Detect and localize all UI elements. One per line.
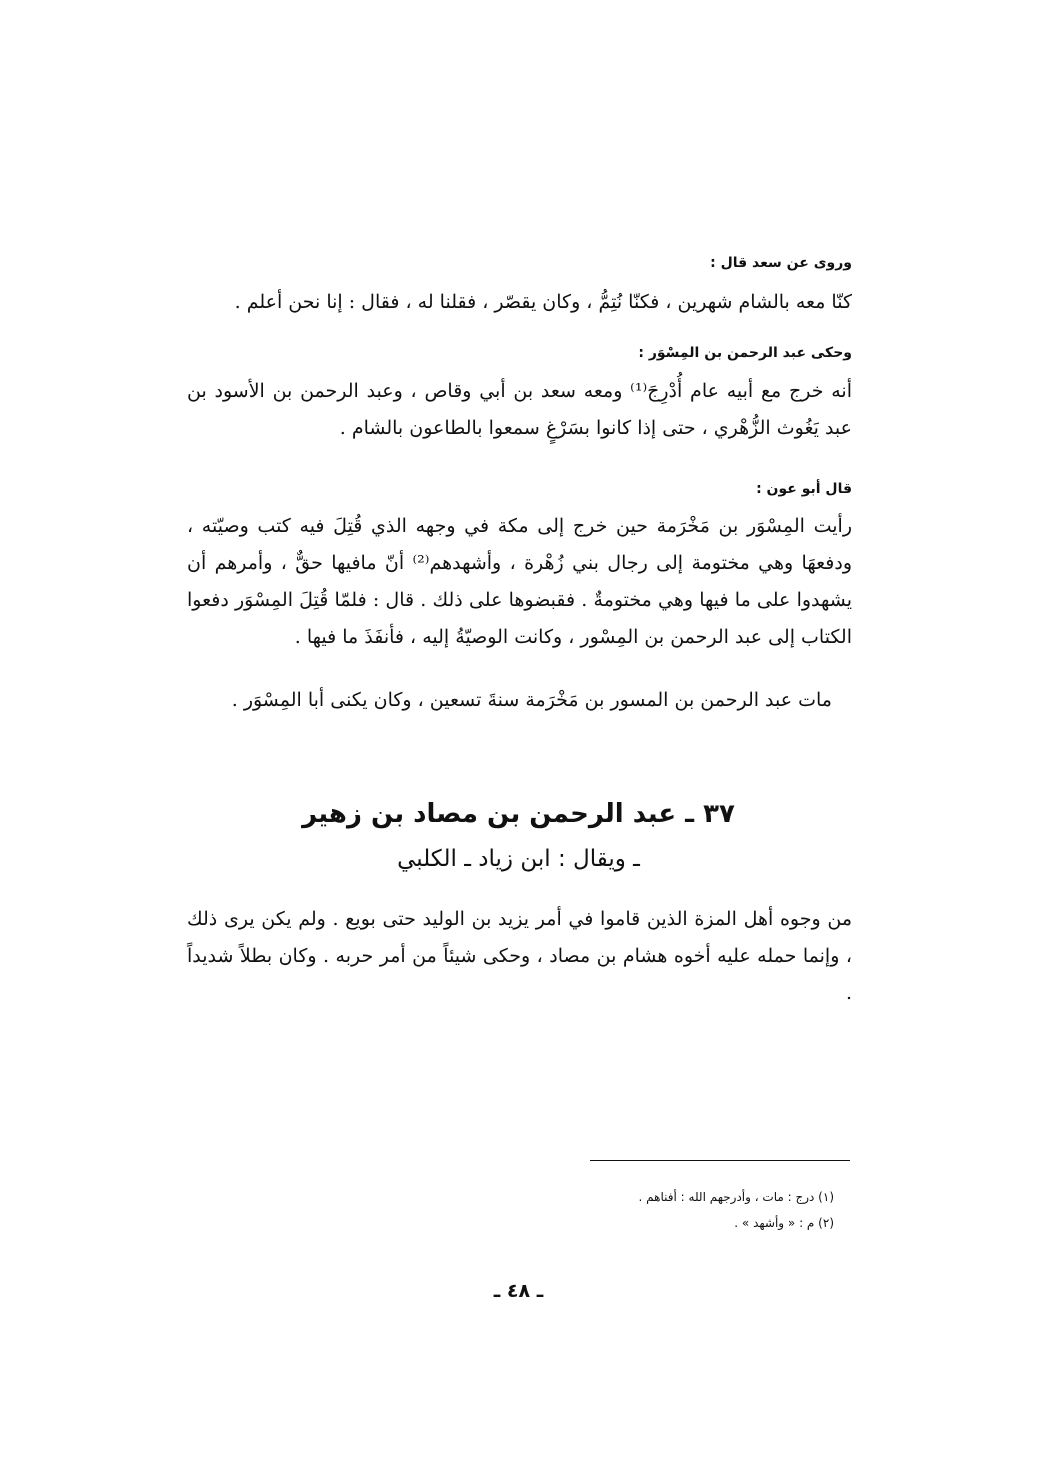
footnote-1: (١) درج : مات ، وأدرجهم الله : أفناهم . — [638, 1190, 834, 1204]
narration-text-saad: كنّا معه بالشام شهرين ، فكنّا نُتِمُّ ، وكان يقصّر ، فقلنا له ، فقال : إنا نحن أعلم . — [234, 291, 852, 313]
death-note-text: مات عبد الرحمن بن المسور بن مَخْرَمة سنةَ تسعين ، وكان يكنى أبا المِسْوَر . — [231, 689, 832, 711]
entry-body-text: من وجوه أهل المزة الذين قاموا في أمر يزيد بن الوليد حتى بويع . ولم يكن يرى ذلك ، وإنما حمله عليه أخوه هشام بن مصاد ، وحكى شيئاً من أمر حربه . وكان بطلاً شديداً . — [187, 908, 852, 1004]
narration-label-saad: وروى عن سعد قال : — [710, 255, 852, 271]
page-number: ـ ٤٨ ـ — [493, 1280, 544, 1302]
narration-text-abdulrahman: أنه خرج مع أبيه عام أُدْرِجَ⁽¹⁾ ومعه سعد بن أبي وقاص ، وعبد الرحمن بن الأسود بن عبد يَغُوث الزُّهْري ، حتى إذا كانوا بسَرْغٍ سمعوا بالطاعون بالشام . — [187, 380, 852, 439]
narration-text-abu-awn: رأيت المِسْوَر بن مَخْرَمة حين خرج إلى مكة في وجهه الذي قُتِلَ فيه كتب وصيّته ، ودفعهَا وهي مختومة إلى رجال بني زُهْرة ، وأشهدهم⁽²⁾ أنّ مافيها حقٌّ ، وأمرهم أن يشهدوا على ما فيها وهي مختومةٌ . فقبضوها على ذلك . قال : فلمّا قُتِلَ المِسْوَر دفعوا الكتاب إلى عبد الرحمن بن المِسْور ، وكانت الوصيّةُ إليه ، فأنفَذَ ما فيها . — [187, 515, 852, 648]
narration-label-abdulrahman: وحكى عبد الرحمن بن المِسْوَر : — [638, 345, 852, 361]
narration-label-abu-awn: قال أبو عون : — [756, 481, 852, 497]
entry-title: ٣٧ ـ عبد الرحمن بن مصاد بن زهير — [302, 799, 735, 829]
entry-subtitle: ـ ويقال : ابن زياد ـ الكلبي — [397, 846, 640, 872]
footnote-divider — [590, 1160, 850, 1161]
footnote-2: (٢) م : « وأشهد » . — [734, 1216, 834, 1230]
